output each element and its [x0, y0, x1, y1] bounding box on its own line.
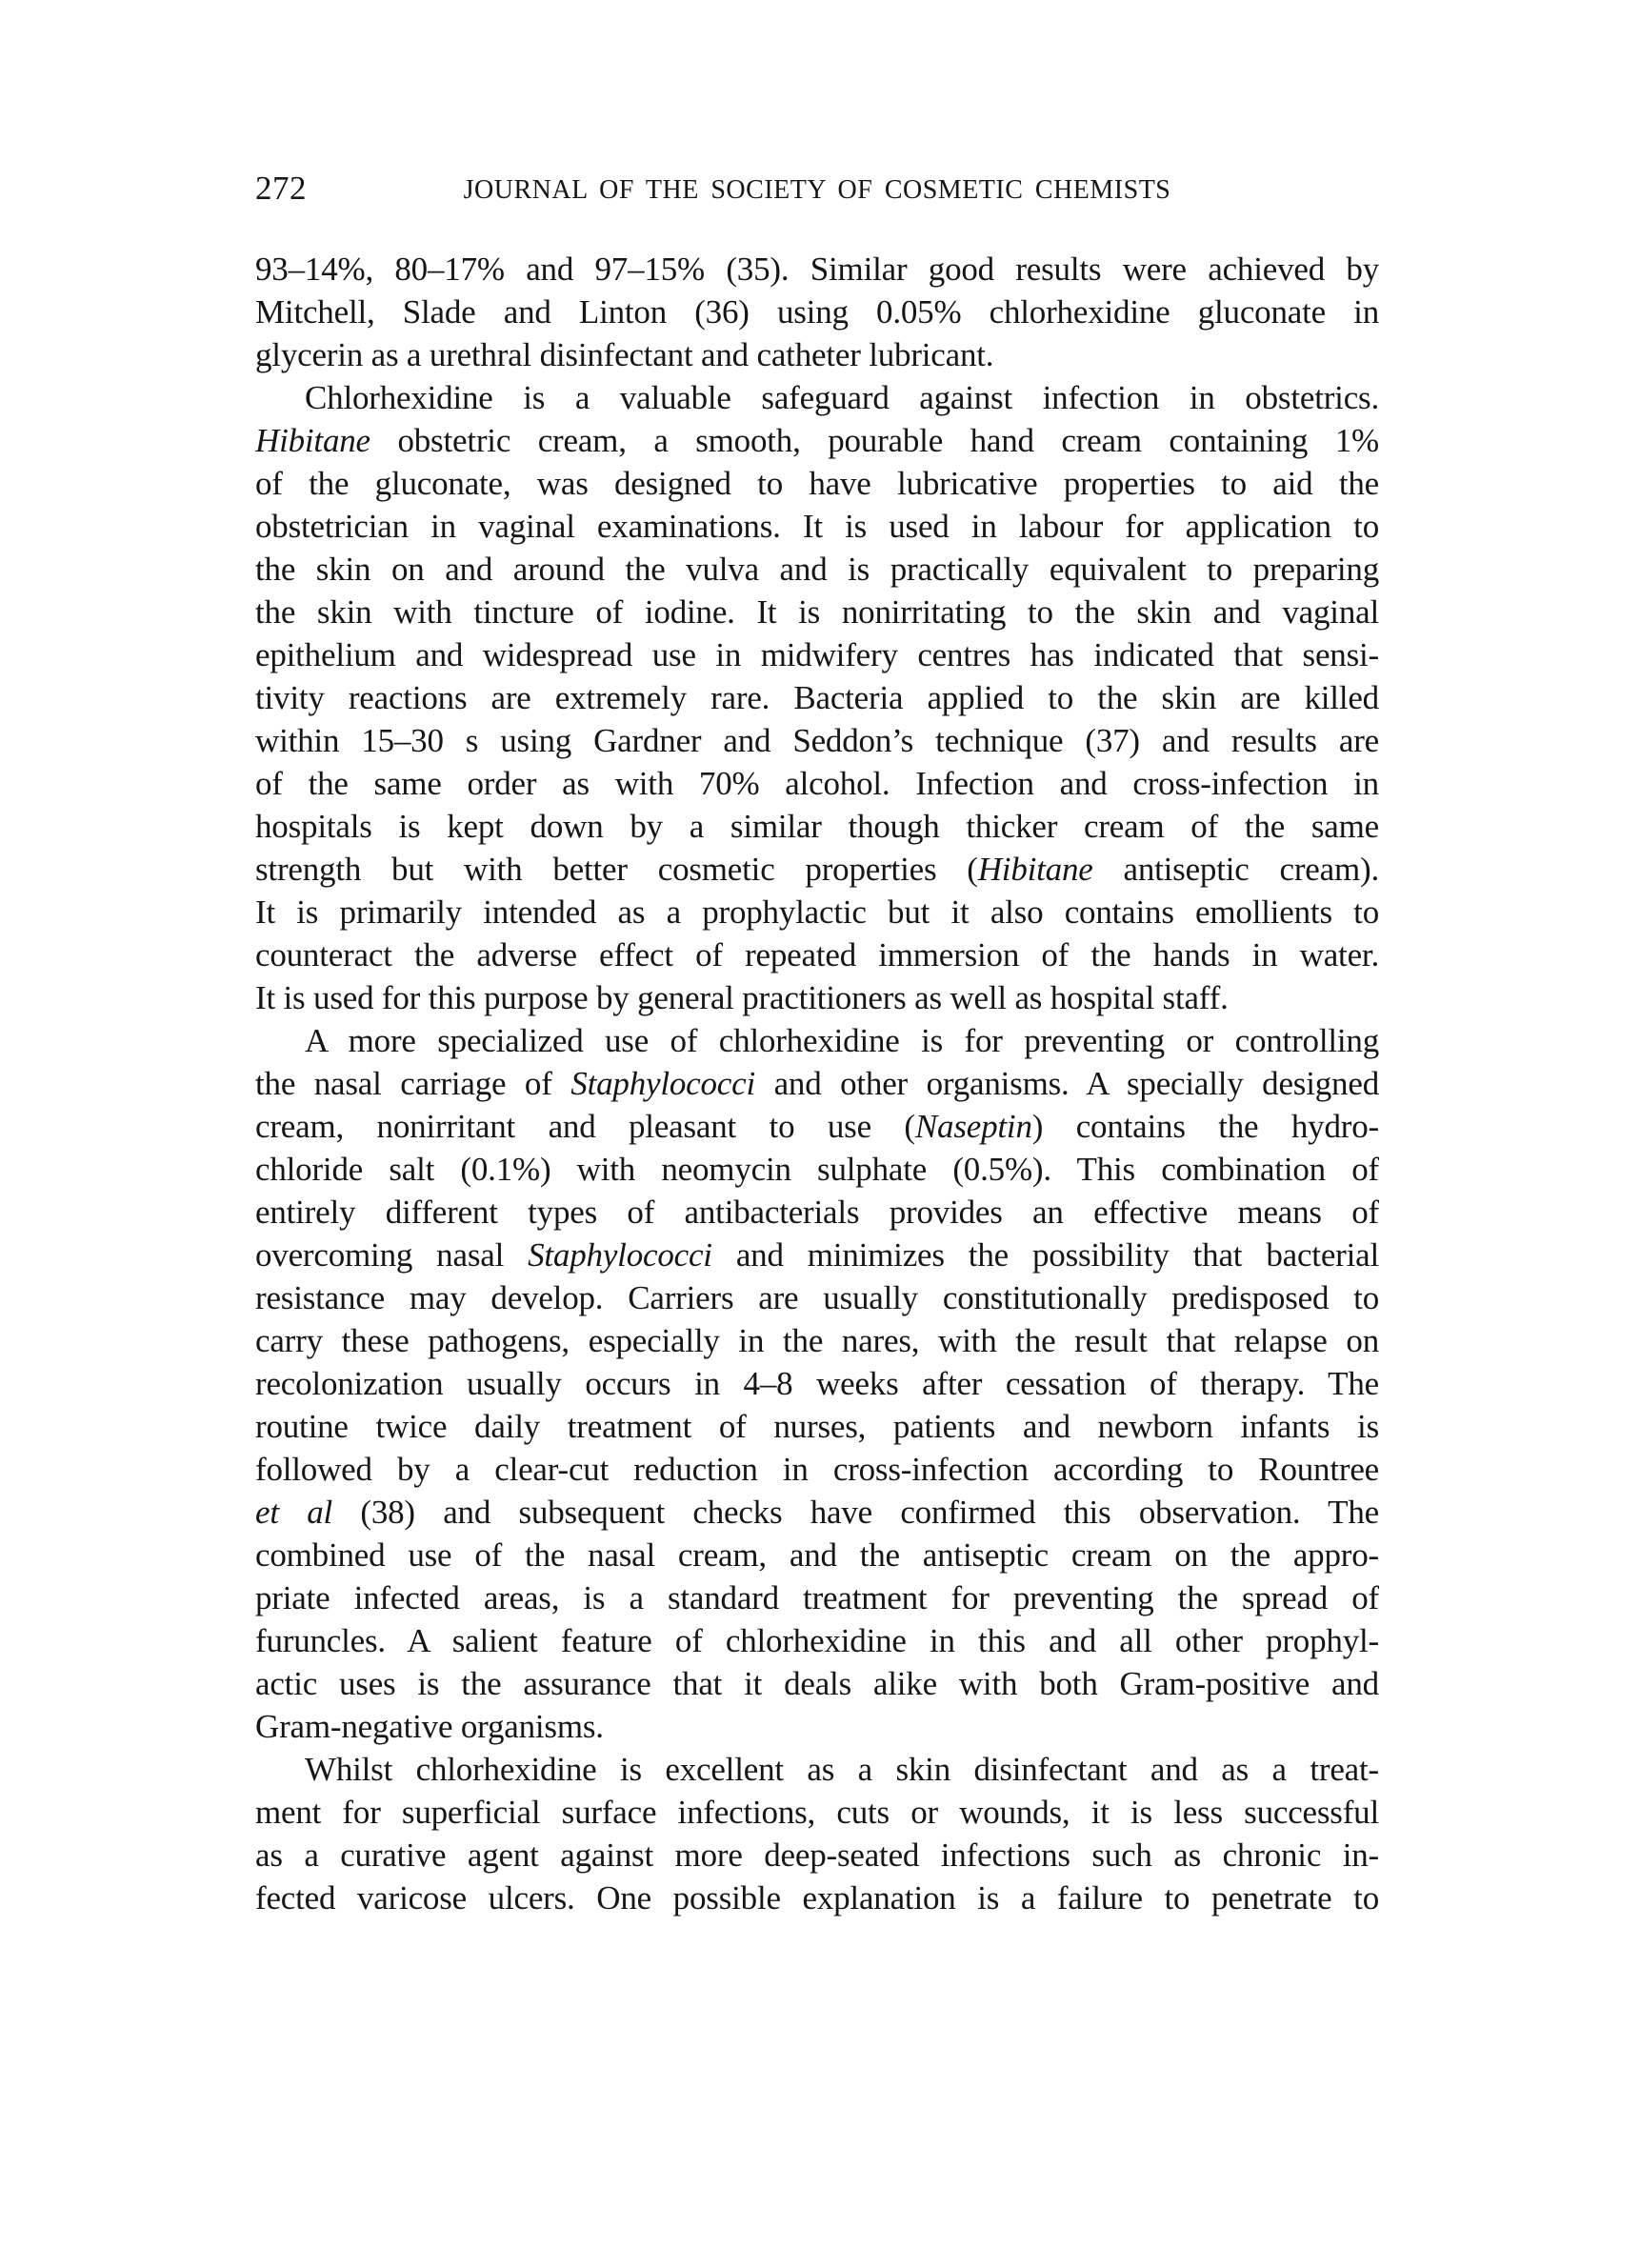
- text-line: A more specialized use of chlorhexidine is for preventing or controlling: [305, 1022, 1379, 1059]
- text-line: Chlorhexidine is a valuable safeguard against infection in obstetrics.: [305, 379, 1379, 416]
- text-line: resistance may develop. Carriers are usually constitutionally predisposed to: [255, 1279, 1379, 1316]
- text-line: glycerin as a urethral disinfectant and catheter lubricant.: [255, 336, 994, 373]
- text-line: actic uses is the assurance that it deals alike with both Gram-positive and: [255, 1665, 1379, 1702]
- text-line: overcoming nasal Staphylococci and minimizes the possibility that bacterial: [255, 1236, 1379, 1274]
- text-line: chloride salt (0.1%) with neomycin sulphate (0.5%). This combination of: [255, 1151, 1379, 1188]
- text-line: Mitchell, Slade and Linton (36) using 0.05% chlorhexidine gluconate in: [255, 293, 1379, 331]
- text-line: the nasal carriage of Staphylococci and other organisms. A specially designed: [255, 1065, 1379, 1102]
- running-title: JOURNAL OF THE SOCIETY OF COSMETIC CHEMISTS: [463, 175, 1171, 205]
- text-line: of the same order as with 70% alcohol. Infection and cross-infection in: [255, 765, 1379, 802]
- text-line: epithelium and widespread use in midwifery centres has indicated that sensi-: [255, 636, 1379, 673]
- text-line: hospitals is kept down by a similar though thicker cream of the same: [255, 808, 1379, 845]
- text-line: It is primarily intended as a prophylactic but it also contains emollients to: [255, 893, 1379, 931]
- text-line: within 15–30 s using Gardner and Seddon’s technique (37) and results are: [255, 722, 1379, 759]
- text-line: furuncles. A salient feature of chlorhexidine in this and all other prophyl-: [255, 1622, 1379, 1659]
- page-number: 272: [255, 170, 307, 207]
- text-line: the skin with tincture of iodine. It is nonirritating to the skin and vaginal: [255, 593, 1379, 631]
- text-line: the skin on and around the vulva and is practically equivalent to preparing: [255, 551, 1379, 588]
- text-line: as a curative agent against more deep-seated infections such as chronic in-: [255, 1836, 1379, 1874]
- text-line: cream, nonirritant and pleasant to use (Naseptin) contains the hydro-: [255, 1108, 1379, 1145]
- text-line: Whilst chlorhexidine is excellent as a skin disinfectant and as a treat-: [305, 1751, 1379, 1788]
- text-line: obstetrician in vaginal examinations. It is used in labour for application to: [255, 508, 1379, 545]
- text-line: followed by a clear-cut reduction in cross-infection according to Rountree: [255, 1451, 1379, 1488]
- paragraph: [255, 1019, 1379, 1748]
- text-line: of the gluconate, was designed to have lubricative properties to aid the: [255, 465, 1379, 502]
- paragraph: [255, 1748, 1379, 1919]
- text-line: strength but with better cosmetic properties (Hibitane antiseptic cream).: [255, 851, 1379, 888]
- text-line: counteract the adverse effect of repeated immersion of the hands in water.: [255, 936, 1379, 973]
- text-line: ment for superficial surface infections, cuts or wounds, it is less successful: [255, 1794, 1379, 1831]
- text-line: carry these pathogens, especially in the nares, with the result that relapse on: [255, 1322, 1379, 1359]
- text-line: Gram-negative organisms.: [255, 1708, 604, 1745]
- body-text: [255, 248, 1379, 1919]
- text-line: entirely different types of antibacterials provides an effective means of: [255, 1194, 1379, 1231]
- text-line: Hibitane obstetric cream, a smooth, pourable hand cream containing 1%: [255, 422, 1379, 459]
- text-line: combined use of the nasal cream, and the antiseptic cream on the appro-: [255, 1536, 1379, 1574]
- text-line: recolonization usually occurs in 4–8 weeks after cessation of therapy. The: [255, 1365, 1379, 1402]
- paragraph: [255, 248, 1379, 376]
- text-line: et al (38) and subsequent checks have confirmed this observation. The: [255, 1494, 1379, 1531]
- paragraph: [255, 376, 1379, 1019]
- text-line: 93–14%, 80–17% and 97–15% (35). Similar good results were achieved by: [255, 251, 1379, 288]
- text-line: It is used for this purpose by general practitioners as well as hospital staff.: [255, 979, 1229, 1016]
- text-line: priate infected areas, is a standard treatment for preventing the spread of: [255, 1579, 1379, 1616]
- running-head: [255, 171, 1379, 211]
- text-line: fected varicose ulcers. One possible explanation is a failure to penetrate to: [255, 1879, 1379, 1917]
- text-line: tivity reactions are extremely rare. Bacteria applied to the skin are killed: [255, 679, 1379, 716]
- text-line: routine twice daily treatment of nurses, patients and newborn infants is: [255, 1408, 1379, 1445]
